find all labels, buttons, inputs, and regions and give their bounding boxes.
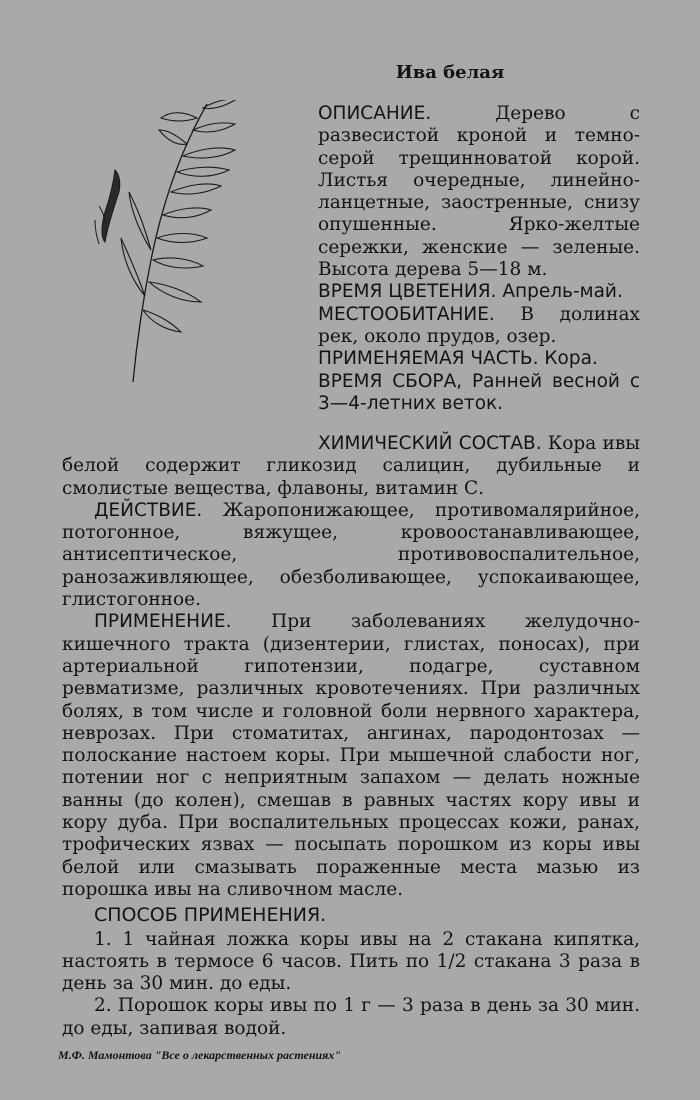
book-citation-footer: М.Ф. Мамонтова "Все о лекарственных растениях" — [58, 1048, 341, 1062]
chemistry-paragraph — [62, 433, 640, 500]
lower-text-block — [62, 433, 640, 1040]
method-item-1: 1. 1 чайная ложка коры ивы на 2 стакана кипятка, настоять в термосе 6 часов. Пить по 1/2 стакана 3 раза в день за 30 мин. до еды. — [62, 928, 640, 995]
action-text: Жаропонижающее, противомалярийное, потогонное, вяжущее, кровоостанавливающее, антисептическое, противовоспалительное, ранозаживляющее, обезболивающее, успокаивающее, глистогонное. — [62, 499, 640, 611]
action-paragraph — [62, 500, 640, 611]
method-item-2: 2. Порошок коры ивы по 1 г — 3 раза в день за 30 мин. до еды, запивая водой. — [62, 995, 640, 1039]
harvest-paragraph — [318, 371, 640, 416]
description-paragraph — [318, 103, 640, 281]
habitat-heading: МЕСТООБИТАНИЕ. — [318, 303, 495, 325]
action-heading: ДЕЙСТВИЕ. — [94, 499, 203, 521]
branch-stem — [133, 104, 207, 382]
used-part-heading: ПРИМЕНЯЕМАЯ ЧАСТЬ. — [318, 348, 539, 370]
description-heading: ОПИСАНИЕ. — [318, 103, 432, 124]
catkin — [95, 170, 120, 244]
used-part-text: Кора. — [544, 348, 598, 370]
description-text: Дерево с развесистой кроной и темно-серой трещинноватой корой. Листья очередные, линейно-ланцетные, заостренные, снизу опушенные. Ярко-желтые сережки, женские — зеленые. Высота дерева 5—18 м. — [318, 103, 640, 281]
application-paragraph — [62, 611, 640, 901]
application-heading: ПРИМЕНЕНИЕ. — [94, 611, 232, 633]
leaves — [121, 100, 235, 332]
page-title: Ива белая — [395, 62, 505, 83]
harvest-heading: ВРЕМЯ СБОРА, — [318, 370, 463, 392]
upper-text-block — [318, 103, 640, 415]
chemistry-text: Кора ивы белой содержит гликозид салицин, дубильные и смолистые вещества, флавоны, витамин С. — [62, 433, 640, 499]
flowering-heading: ВРЕМЯ ЦВЕТЕНИЯ. — [318, 281, 497, 303]
flowering-text: Апрель-май. — [502, 281, 623, 303]
method-heading: СПОСОБ ПРИМЕНЕНИЯ. — [94, 904, 327, 927]
flowering-paragraph — [318, 281, 640, 303]
chemistry-heading: ХИМИЧЕСКИЙ СОСТАВ. — [318, 433, 542, 454]
harvest-text: Ранней весной с 3—4-летних веток. — [318, 370, 640, 414]
habitat-paragraph — [318, 304, 640, 349]
application-text: При заболеваниях желудочно-кишечного тракта (дизентерии, глистах, поносах), при артериальной гипотензии, подагре, суставном ревматизме, различных кровотечениях. При различных болях, в том числе и головной боли нервного характера, неврозах. При стоматитах, ангинах, пародонтозах — полоскание настоем коры. При мышечной слабости ног, потении ног с неприятным запахом — делать ножные ванны (до колен), смешав в равных частях кору ивы и кору дуба. При воспалительных процессах кожи, ранах, трофических язвах — посыпать порошком из коры ивы белой или смазывать пораженные места мазью из порошка ивы на сливочном масле. — [62, 611, 640, 900]
used-part-paragraph — [318, 348, 640, 370]
habitat-text: В долинах рек, около прудов, озер. — [318, 303, 640, 347]
willow-branch-illustration — [85, 100, 240, 385]
